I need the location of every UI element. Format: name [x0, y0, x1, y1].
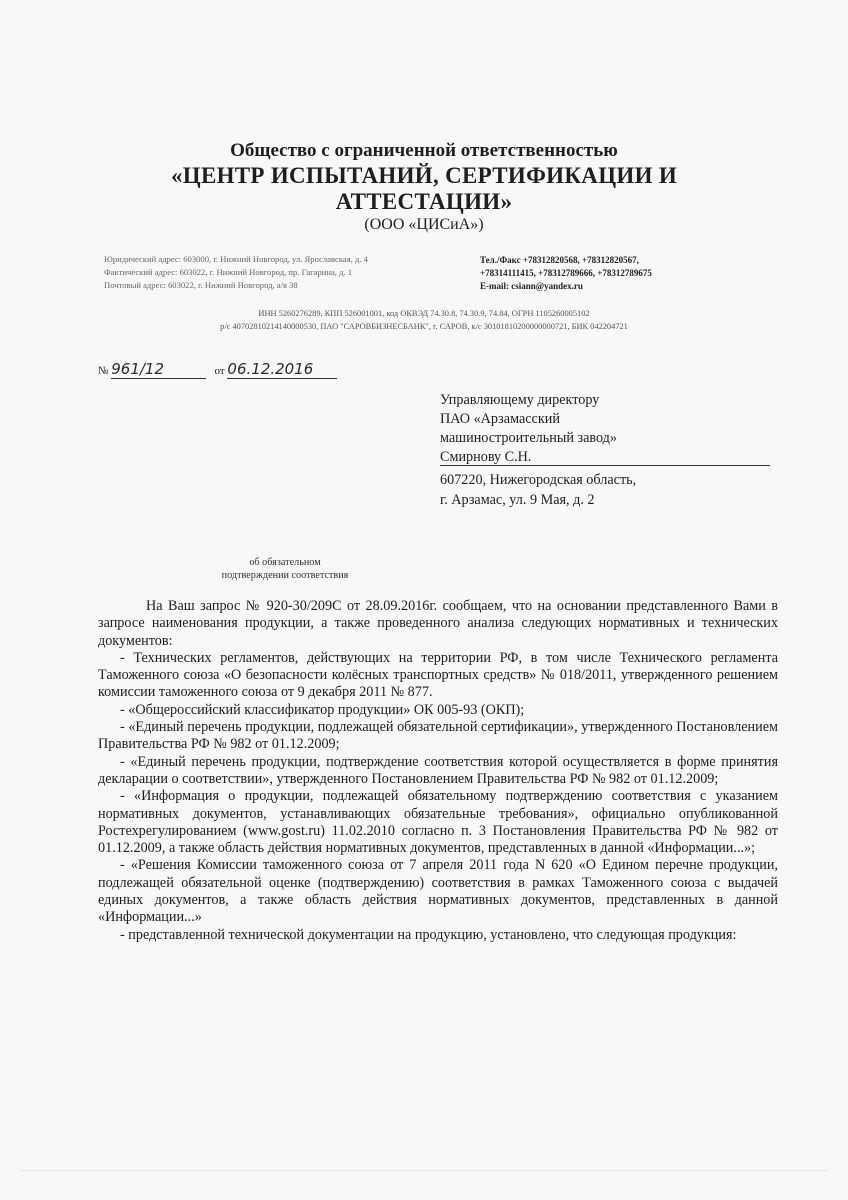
body-item-okp: - «Общероссийский классификатор продукции» ОК 005-93 (ОКП); — [120, 701, 525, 718]
body-paragraph-intro: На Ваш запрос № 920-30/209С от 28.09.2016г. сообщаем, что на основании представленного Вами в запросе наименования продукции, а также проведенного анализа следующих нормативных и технических документов: — [98, 598, 778, 649]
body-item-tech-docs: - представленной технической документации на продукцию, установлено, что следующая продукция: — [120, 926, 737, 943]
date-field — [227, 360, 337, 379]
body-item-tech-regulations: - Технических регламентов, действующих на территории РФ, в том числе Технического регламента Таможенного союза «О безопасности колёсных транспортных средств» № 018/2011, утвержденного решением комиссии таможенного союза от 9 декабря 2011 № 877. — [98, 649, 778, 701]
outgoing-date: 06.12.2016 — [227, 360, 314, 378]
body-item-rosstandart-info: - «Информация о продукции, подлежащей обязательному подтверждению соответствия с указанием нормативных документов, устанавливающих обязательные требования», официально опубликованной Ростехрегулированием (www.gost.ru) 11.02.2010 согласно п. 3 Постановления Правительства РФ № 982 от 01.12.2009, а также область действия нормативных документов, представленных в данной «Информации...»; — [98, 788, 778, 857]
org-legal-form: Общество с ограниченной ответственностью — [230, 140, 618, 161]
recipient-name: Смирнову С.Н. — [440, 449, 532, 465]
email-line: E-mail: csiann@yandex.ru — [480, 281, 583, 291]
page-edge-divider — [20, 1170, 828, 1171]
body-item-declaration-list: - «Единый перечень продукции, подтверждение соответствия которой осуществляется в форме принятия декларации о соответствии», утвержденного Постановлением Правительства РФ № 982 от 01.12.2009; — [98, 753, 778, 787]
recipient-title: Управляющему директору — [440, 392, 600, 408]
letter-body — [98, 598, 778, 944]
number-field — [111, 360, 206, 379]
recipient-company-line1: ПАО «Арзамасский — [440, 411, 560, 427]
phone-fax-line2: +78314111415, +78312789666, +78312789675 — [480, 268, 652, 278]
recipient-divider — [440, 465, 770, 466]
org-name-line1: «ЦЕНТР ИСПЫТАНИЙ, СЕРТИФИКАЦИИ И — [170, 163, 678, 188]
number-label: № — [98, 365, 109, 377]
outgoing-number-line — [98, 360, 337, 379]
body-item-certification-list: - «Единый перечень продукции, подлежащей обязательной сертификации», утвержденного Постановлением Правительства РФ № 982 от 01.12.2009; — [98, 719, 778, 753]
subject-line2: подтверждении соответствия — [221, 570, 349, 581]
date-label: от — [214, 365, 225, 377]
recipient-address-line1: 607220, Нижегородская область, — [440, 472, 637, 488]
subject-line1: об обязательном — [249, 557, 321, 568]
recipient-company-line2: машиностроительный завод» — [440, 430, 617, 446]
outgoing-number: 961/12 — [111, 360, 165, 378]
recipient-address-line2: г. Арзамас, ул. 9 Мая, д. 2 — [440, 492, 595, 508]
org-short-name: (ООО «ЦИСиА») — [364, 216, 484, 233]
legal-address: Юридический адрес: 603000, г. Нижний Новгород, ул. Ярославская, д. 4 — [104, 254, 368, 264]
body-item-customs-decision: - «Решения Комиссии таможенного союза от 7 апреля 2011 года N 620 «О Едином перечне продукции, подлежащей обязательной оценке (подтверждению) соответствия в рамках Таможенного союза с выдачей единых документов, а также область действия нормативных документов, представленных в данной «Информации...» — [98, 857, 778, 926]
bank-requisites: р/с 40702810214140000530, ПАО "САРОВБИЗНЕСБАНК", г. САРОВ, к/с 30101810200000000721, БИК 042204721 — [220, 322, 628, 331]
phone-fax-line1: Тел./Факс +78312820568, +78312820567, — [480, 255, 639, 265]
actual-address: Фактический адрес: 603022, г. Нижний Новгород, пр. Гагарина, д. 1 — [104, 267, 353, 277]
org-name-line2: АТТЕСТАЦИИ» — [335, 189, 513, 214]
tax-requisites: ИНН 5260276289, КПП 526001001, код ОКВЭД 74.30.8, 74.30.9, 74.84, ОГРН 1105260005102 — [258, 309, 590, 318]
postal-address: Почтовый адрес: 603022, г. Нижний Новгород, а/я 38 — [104, 280, 298, 290]
